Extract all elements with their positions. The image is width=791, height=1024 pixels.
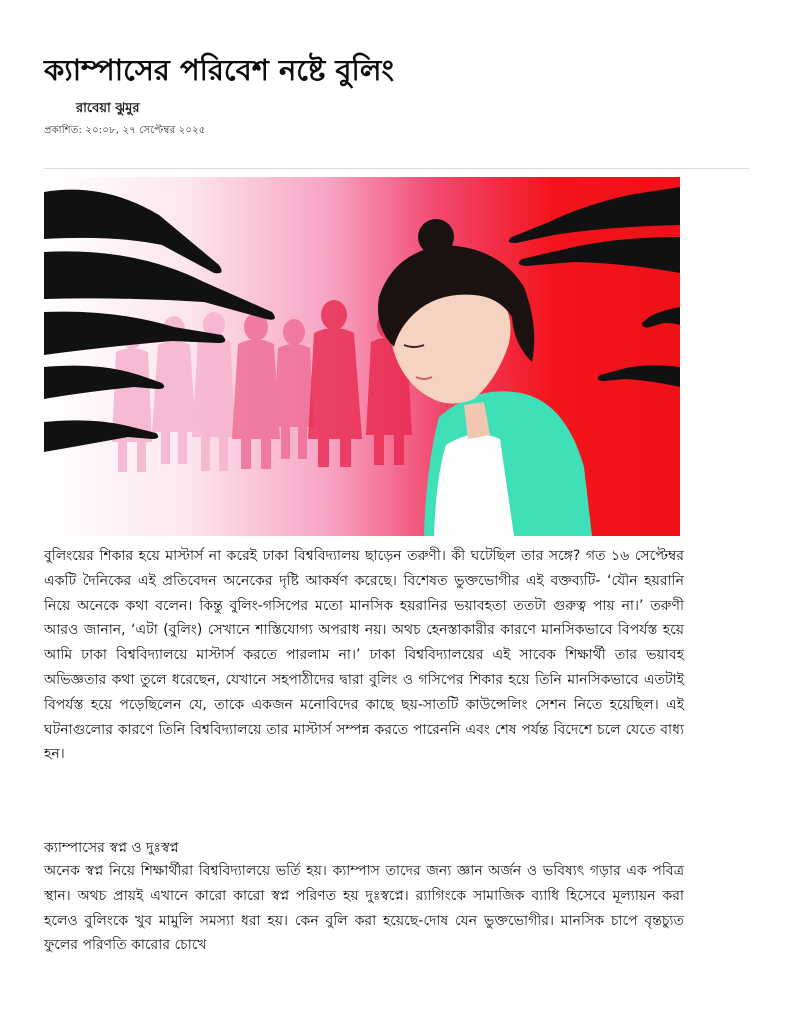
article-paragraph: বুলিংয়ের শিকার হয়ে মাস্টার্স না করেই ঢাকা বিশ্ববিদ্যালয় ছাড়েন তরুণী। কী ঘটেছিল তার সঙ্গে? গত ১৬ সেপ্টেম্বর একটি দৈনিকের এই প্রতিবেদন অনেকের দৃষ্টি আকর্ষণ করেছে। বিশেষত ভুক্তভোগীর এই বক্তব্যটি- ‘যৌন হয়রানি নিয়ে অনেকে কথা বলেন। কিন্তু বুলিং-গসিপের মতো মানসিক হয়রানির ভয়াবহতা ততটা গুরুত্ব পায় না।’ তরুণী আরও জানান, ‘এটা (বুলিং) সেখানে শাস্তিযোগ্য অপরাধ নয়। অথচ হেনস্তাকারীর কারণে মানসিকভাবে বিপর্যস্ত হয়ে আমি ঢাকা বিশ্ববিদ্যালয়ে মাস্টার্স করতে পারলাম না।’ ঢাকা বিশ্ববিদ্যালয়ের এই সাবেক শিক্ষার্থী তার ভয়াবহ অভিজ্ঞতার কথা তুলে ধরেছেন, যেখানে সহপাঠীদের দ্বারা বুলিং ও গসিপের শিকার হয়ে তিনি মানসিকভাবে এতটাই বিপর্যস্ত হয়ে পড়েছিলেন যে, তাকে একজন মনোবিদের কাছে ছয়-সাতটি কাউন্সেলিং সেশন নিতে হয়েছিল। এই ঘটনাগুলোর কারণে তিনি বিশ্ববিদ্যালয়ে তার মাস্টার্স সম্পন্ন করতে পারেননি এবং শেষ পর্যন্ত বিদেশে চলে যেতে বাধ্য হন। [44, 548, 684, 763]
article-illustration [44, 177, 680, 536]
section-subheading: ক্যাম্পাসের স্বপ্ন ও দুঃস্বপ্ন [44, 840, 179, 856]
header-divider [44, 168, 749, 169]
author-name[interactable]: রাবেয়া ঝুমুর [76, 101, 140, 116]
article-paragraph: অনেক স্বপ্ন নিয়ে শিক্ষার্থীরা বিশ্ববিদ্যালয়ে ভর্তি হয়। ক্যাম্পাস তাদের জন্য জ্ঞান অর্জন ও ভবিষ্যৎ গড়ার এক পবিত্র স্থান। অথচ প্রায়ই এখানে কারো কারো স্বপ্ন পরিণত হয় দুঃস্বপ্নে। র‍্যাগিংকে সামাজিক ব্যাধি হিসেবে মূল্যায়ন করা হলেও বুলিংকে খুব মামুলি সমস্যা ধরা হয়। কেন বুলি করা হয়েছে-দোষ যেন ভুক্তভোগীর। মানসিক চাপে বৃন্তচ্যুত ফুলের পরিণতি কারোর চোখে [44, 863, 684, 954]
published-timestamp: প্রকাশিত: ২০:০৮, ২৭ সেপ্টেম্বর ২০২৫ [44, 125, 206, 136]
article-headline: ক্যাম্পাসের পরিবেশ নষ্টে বুলিং [44, 53, 394, 87]
